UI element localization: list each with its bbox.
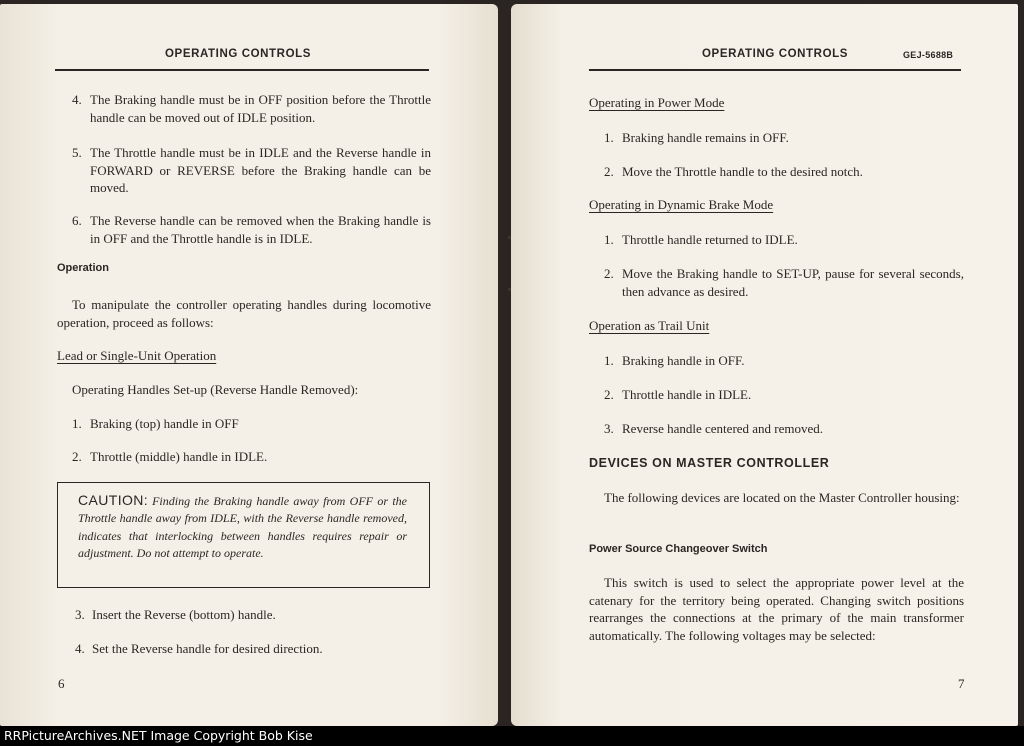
item-number: 4.: [72, 92, 82, 107]
setup-line: Operating Handles Set-up (Reverse Handle Removed):: [72, 382, 359, 397]
section-heading-operation: Operation: [57, 262, 109, 274]
item-text: Braking (top) handle in OFF: [90, 416, 239, 431]
item-number: 2.: [604, 387, 614, 402]
item-number: 1.: [72, 416, 82, 431]
binding-mark: [508, 236, 511, 239]
page-header: OPERATING CONTROLS: [702, 48, 849, 60]
subheading-changeover-switch: Power Source Changeover Switch: [589, 543, 768, 555]
list-item: [72, 415, 431, 433]
item-text: Throttle (middle) handle in IDLE.: [90, 449, 268, 464]
header-rule: [55, 69, 429, 71]
left-page: [0, 4, 498, 726]
item-number: 2.: [604, 164, 614, 179]
item-number: 1.: [604, 130, 614, 145]
item-number: 4.: [75, 641, 85, 656]
item-text: Braking handle in OFF.: [622, 353, 745, 368]
item-text: The Braking handle must be in OFF position before the Throttle handle can be moved out of IDLE position.: [90, 92, 431, 125]
item-text: The Throttle handle must be in IDLE and the Reverse handle in FORWARD or REVERSE before the Braking handle can be moved.: [90, 145, 431, 196]
right-page: [511, 4, 1018, 726]
list-item: [604, 163, 962, 181]
binding-mark: [508, 288, 511, 291]
subheading-dynamic-brake: Operating in Dynamic Brake Mode: [589, 197, 774, 212]
item-text: Move the Braking handle to SET-UP, pause for several seconds, then advance as desired.: [622, 266, 964, 299]
list-item: [72, 91, 431, 126]
list-item: [604, 231, 962, 249]
item-number: 6.: [72, 213, 82, 228]
caution-box: [57, 482, 430, 588]
header-rule: [589, 69, 961, 71]
item-text: Throttle handle in IDLE.: [622, 387, 752, 402]
item-text: Braking handle remains in OFF.: [622, 130, 789, 145]
devices-paragraph: The following devices are located on the Master Controller housing:: [604, 490, 960, 505]
subheading-power-mode: Operating in Power Mode: [589, 95, 725, 110]
item-number: 2.: [72, 449, 82, 464]
operation-paragraph: To manipulate the controller operating handles during locomotive operation, proceed as follows:: [57, 297, 431, 330]
item-number: 1.: [604, 353, 614, 368]
item-text: Set the Reverse handle for desired direction.: [92, 641, 323, 656]
list-item: [72, 448, 431, 466]
item-number: 5.: [72, 145, 82, 160]
section-heading-devices: DEVICES ON MASTER CONTROLLER: [589, 456, 830, 470]
item-text: Throttle handle returned to IDLE.: [622, 232, 798, 247]
list-item: [75, 640, 431, 658]
list-item: [604, 352, 962, 370]
copyright-text: RRPictureArchives.NET Image Copyright Bob Kise: [4, 728, 313, 743]
list-item: [72, 144, 431, 197]
page-number: 7: [958, 676, 965, 691]
caution-label: CAUTION:: [78, 492, 149, 508]
list-item: [604, 420, 962, 438]
switch-paragraph: This switch is used to select the appropriate power level at the catenary for the territory being operated. Changing switch positions rearranges the connections at the primary of the main transformer automatically. The following voltages may be selected:: [589, 575, 964, 643]
document-number: GEJ-5688B: [903, 50, 954, 60]
list-item: [75, 606, 431, 624]
list-item: [604, 129, 962, 147]
item-number: 2.: [604, 266, 614, 281]
item-text: Reverse handle centered and removed.: [622, 421, 824, 436]
list-item: [604, 386, 962, 404]
item-number: 3.: [604, 421, 614, 436]
item-text: Move the Throttle handle to the desired notch.: [622, 164, 863, 179]
list-item: [604, 265, 964, 300]
copyright-bar: [0, 726, 1024, 746]
subheading-lead-operation: Lead or Single-Unit Operation: [57, 348, 217, 363]
caution-text: Finding the Braking handle away from OFF or the Throttle handle away from IDLE, with the Reverse handle removed, indicates that interlocking between handles requires repair or adjustment. Do not attempt to operate.: [78, 494, 407, 561]
page-header: OPERATING CONTROLS: [165, 48, 312, 60]
item-text: The Reverse handle can be removed when the Braking handle is in OFF and the Throttle handle is in IDLE.: [90, 213, 431, 246]
item-number: 3.: [75, 607, 85, 622]
subheading-trail-unit: Operation as Trail Unit: [589, 318, 710, 333]
item-text: Insert the Reverse (bottom) handle.: [92, 607, 276, 622]
page-number: 6: [58, 676, 65, 691]
list-item: [72, 212, 431, 247]
item-number: 1.: [604, 232, 614, 247]
